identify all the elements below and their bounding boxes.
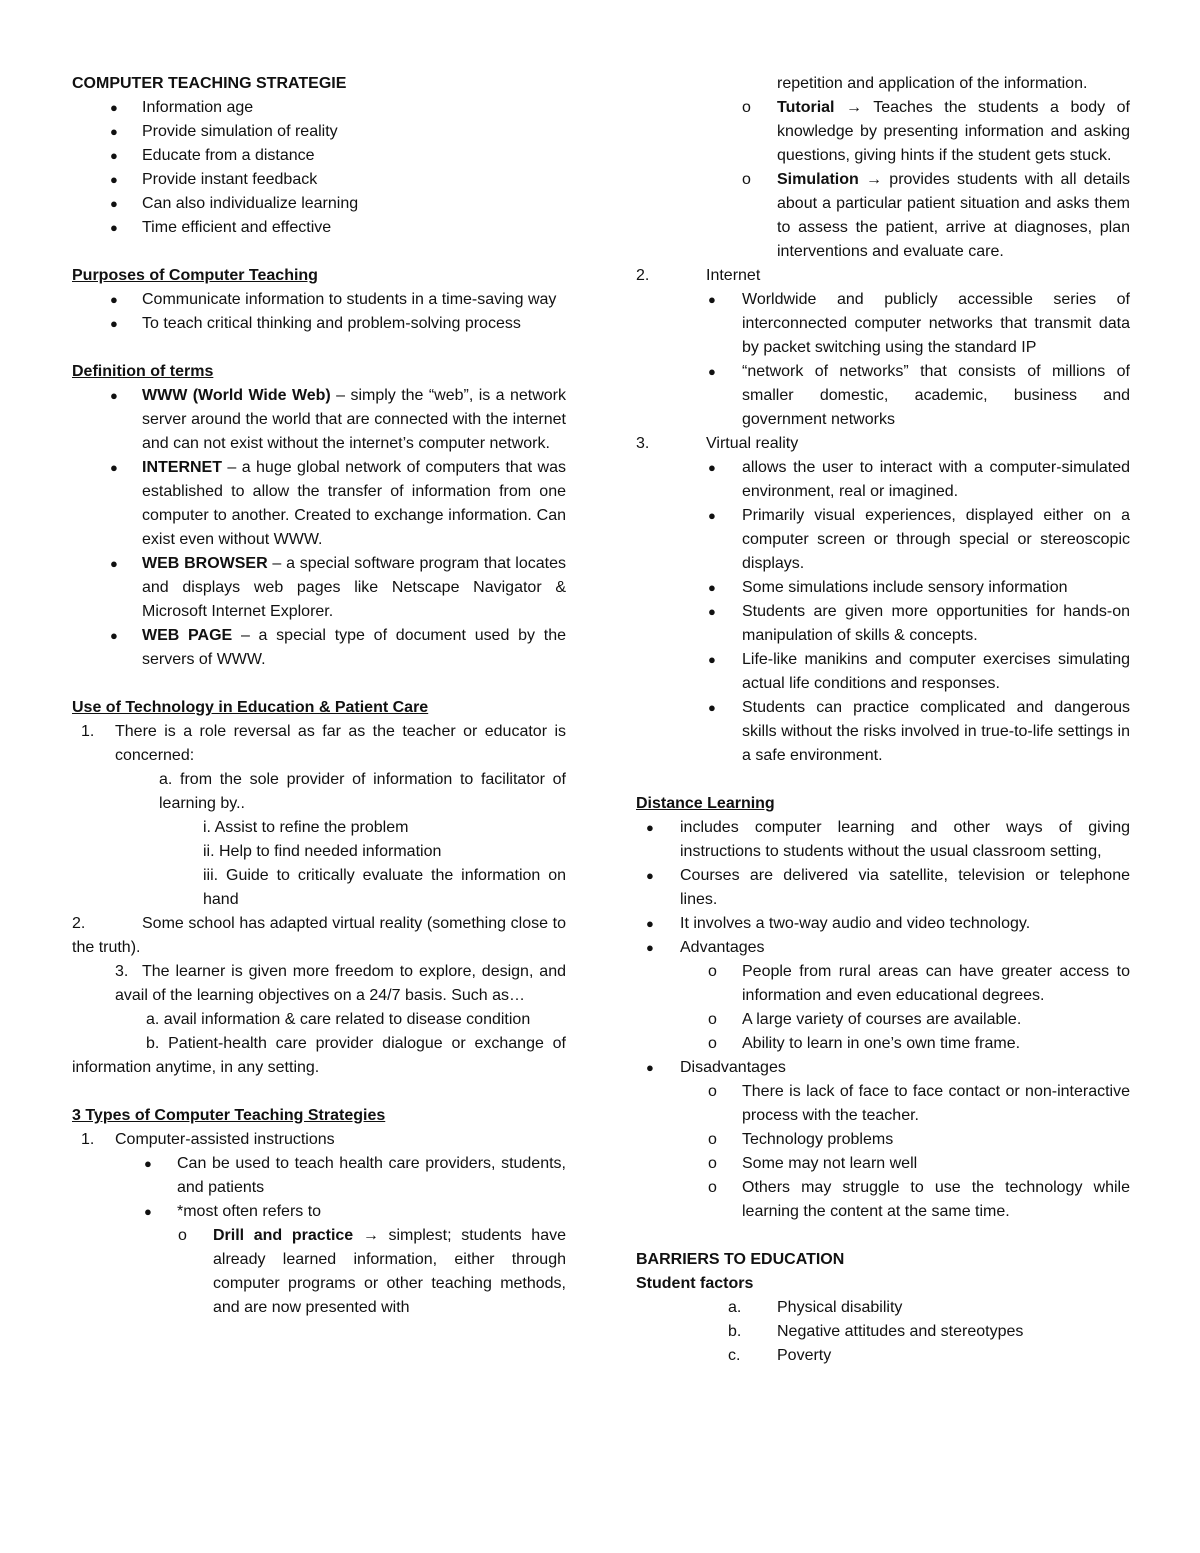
list-item — [72, 1200, 566, 1224]
bullet-icon: ● — [110, 172, 118, 187]
section-heading-purposes: Purposes of Computer Teaching — [72, 267, 318, 284]
list-item-text: Life-like manikins and computer exercises simulating actual life conditions and responses. — [742, 651, 1130, 692]
item-number: 3. — [636, 435, 650, 452]
bullet-icon: ● — [110, 460, 118, 475]
sub-list-item-text: A large variety of courses are available. — [742, 1011, 1022, 1028]
strategy-term: Tutorial — [777, 99, 835, 116]
bullet-icon: ● — [646, 916, 654, 931]
definition-item — [72, 384, 566, 456]
right-column — [636, 72, 1130, 1368]
list-item-text: Provide simulation of reality — [142, 123, 338, 140]
strategy-term: Simulation — [777, 171, 859, 188]
numbered-item-text: Computer-assisted instructions — [115, 1131, 335, 1148]
list-item-text: Information age — [142, 99, 254, 116]
list-item — [636, 1056, 1130, 1080]
list-item-text: Some simulations include sensory information — [742, 579, 1068, 596]
list-item-text: *most often refers to — [177, 1203, 322, 1220]
bullet-icon: ● — [646, 820, 654, 835]
definition-text: – a special software program that locates and displays web pages like Netscape Navigator & Microsoft Internet Explorer. — [142, 555, 567, 620]
list-item — [72, 312, 566, 336]
list-item-text: Students are given more opportunities for hands-on manipulation of skills & concepts. — [742, 603, 1130, 644]
item-letter: a. — [728, 1299, 742, 1316]
numbered-item — [636, 432, 1130, 456]
definition-item — [72, 552, 566, 624]
definition-item — [72, 624, 566, 672]
bullet-icon: ● — [708, 580, 716, 595]
list-item — [72, 144, 566, 168]
list-item — [636, 504, 1130, 576]
list-item — [72, 192, 566, 216]
sub-list-item — [636, 1176, 1130, 1224]
definition-text: – a special type of document used by the servers of WWW. — [142, 627, 567, 668]
item-number: 3. — [115, 963, 129, 980]
circle-bullet-icon: o — [708, 1179, 717, 1196]
numbered-item-text: Internet — [706, 267, 761, 284]
subheading-student-factors: Student factors — [636, 1275, 754, 1292]
list-item — [636, 696, 1130, 768]
bullet-icon: ● — [110, 100, 118, 115]
list-item-text: “network of networks” that consists of millions of smaller domestic, academic, business and government networks — [742, 363, 1130, 428]
definition-term: WWW (World Wide Web) — [142, 387, 331, 404]
list-item — [72, 96, 566, 120]
bullet-icon: ● — [708, 364, 716, 379]
section-heading-three-types: 3 Types of Computer Teaching Strategies — [72, 1107, 386, 1124]
bullet-icon: ● — [708, 652, 716, 667]
definition-term: INTERNET — [142, 459, 222, 476]
item-number: 1. — [81, 723, 95, 740]
strategy-text: → provides students with all details about a particular patient situation and asks them to assess the patient, arrive at diagnoses, plan interventions and evaluate care. — [777, 171, 1130, 260]
list-item-text: Time efficient and effective — [142, 219, 332, 236]
definition-text: – simply the “web”, is a network server around the world that are connected with the internet and can not exist without the internet’s computer network. — [142, 387, 566, 452]
list-item — [636, 816, 1130, 864]
bullet-icon: ● — [110, 556, 118, 571]
left-column — [72, 72, 566, 1320]
numbered-item-text: Virtual reality — [706, 435, 799, 452]
lettered-item — [636, 1320, 1130, 1344]
list-item-text: Disadvantages — [680, 1059, 786, 1076]
list-item — [72, 1152, 566, 1200]
strategy-text: → Teaches the students a body of knowledge by presenting information and asking questions, giving hints if the student gets stuck. — [777, 99, 1130, 164]
list-item — [636, 936, 1130, 960]
list-item-text: Students can practice complicated and dangerous skills without the risks involved in true-to-life settings in a safe environment. — [742, 699, 1130, 764]
sub-list-item — [636, 1080, 1130, 1128]
bullet-icon: ● — [110, 196, 118, 211]
bullet-icon: ● — [708, 604, 716, 619]
circle-bullet-icon: o — [742, 99, 751, 116]
numbered-item — [72, 720, 566, 768]
list-item — [72, 288, 566, 312]
sub-list-item-text: Others may struggle to use the technology while learning the content at the same time. — [742, 1179, 1130, 1220]
bullet-icon: ● — [144, 1204, 152, 1219]
sub-list-item — [636, 960, 1130, 1008]
list-item-text: Primarily visual experiences, displayed either on a computer screen or through special or stereoscopic displays. — [742, 507, 1130, 572]
list-item-text: allows the user to interact with a computer-simulated environment, real or imagined. — [742, 459, 1130, 500]
numbered-item — [72, 960, 566, 1008]
circle-bullet-icon: o — [708, 1083, 717, 1100]
sub-item-text: a. from the sole provider of information to facilitator of learning by.. — [159, 771, 566, 812]
bullet-icon: ● — [110, 148, 118, 163]
lettered-item-text: Physical disability — [777, 1299, 903, 1316]
list-item — [636, 456, 1130, 504]
numbered-paragraph — [72, 912, 566, 960]
sub-list-item — [636, 96, 1130, 168]
circle-bullet-icon: o — [708, 1155, 717, 1172]
list-item — [636, 360, 1130, 432]
sub-list-item — [636, 1032, 1130, 1056]
section-heading-use-of-technology: Use of Technology in Education & Patient Care — [72, 699, 429, 716]
bullet-icon: ● — [110, 124, 118, 139]
list-item-text: It involves a two-way audio and video technology. — [680, 915, 1031, 932]
item-number: 2. — [636, 267, 650, 284]
numbered-item — [72, 1128, 566, 1152]
list-item — [636, 576, 1130, 600]
list-item-text: Educate from a distance — [142, 147, 315, 164]
roman-item: i. Assist to refine the problem — [203, 819, 409, 836]
circle-bullet-icon: o — [708, 963, 717, 980]
section-heading-barriers: BARRIERS TO EDUCATION — [636, 1251, 845, 1268]
sub-list-item-text: Technology problems — [742, 1131, 894, 1148]
bullet-icon: ● — [646, 940, 654, 955]
circle-bullet-icon: o — [742, 171, 751, 188]
list-item-text: To teach critical thinking and problem-solving process — [142, 315, 521, 332]
numbered-item-text: There is a role reversal as far as the teacher or educator is concerned: — [115, 723, 566, 764]
sub-list-item-text: People from rural areas can have greater access to information and even educational degrees. — [742, 963, 1130, 1004]
definition-text: – a huge global network of computers that was established to allow the transfer of information from one computer to another. Created to exchange information. Can exist even without WWW. — [142, 459, 566, 548]
bullet-icon: ● — [646, 868, 654, 883]
sub-item-text: b. Patient-health care provider dialogue or exchange of information anytime, in any setting. — [72, 1035, 566, 1076]
sub-list-item-text: Some may not learn well — [742, 1155, 918, 1172]
lettered-item-text: Negative attitudes and stereotypes — [777, 1323, 1024, 1340]
numbered-item-text: Some school has adapted virtual reality (something close to the truth). — [72, 915, 566, 956]
roman-item: iii. Guide to critically evaluate the information on hand — [203, 867, 566, 908]
bullet-icon: ● — [708, 460, 716, 475]
sub-list-item — [636, 1152, 1130, 1176]
definition-term: WEB PAGE — [142, 627, 233, 644]
list-item-text: includes computer learning and other ways of giving instructions to students without the usual classroom setting, — [680, 819, 1130, 860]
circle-bullet-icon: o — [708, 1131, 717, 1148]
sub-item-text: a. avail information & care related to disease condition — [146, 1011, 531, 1028]
lettered-item-text: Poverty — [777, 1347, 832, 1364]
sub-list-item-text: Ability to learn in one’s own time frame. — [742, 1035, 1021, 1052]
list-item — [636, 288, 1130, 360]
list-item — [72, 216, 566, 240]
list-item-text: Worldwide and publicly accessible series of interconnected computer networks that transmit data by packet switching using the standard IP — [742, 291, 1130, 356]
list-item-text: Can also individualize learning — [142, 195, 359, 212]
bullet-icon: ● — [708, 292, 716, 307]
lettered-item — [636, 1296, 1130, 1320]
sub-list-item — [72, 1224, 566, 1320]
sub-list-item — [636, 168, 1130, 264]
bullet-icon: ● — [708, 508, 716, 523]
circle-bullet-icon: o — [178, 1227, 187, 1244]
strategy-text: → simplest; students have already learned information, either through computer programs or other teaching methods, and are now presented with — [213, 1227, 566, 1316]
bullet-icon: ● — [110, 316, 118, 331]
section-heading-distance-learning: Distance Learning — [636, 795, 775, 812]
bullet-icon: ● — [708, 700, 716, 715]
sub-list-item — [636, 1008, 1130, 1032]
definition-term: WEB BROWSER — [142, 555, 268, 572]
item-number: 1. — [81, 1131, 95, 1148]
circle-bullet-icon: o — [708, 1011, 717, 1028]
page-title: COMPUTER TEACHING STRATEGIE — [72, 75, 347, 92]
list-item-text: Communicate information to students in a time-saving way — [142, 291, 557, 308]
continued-text: repetition and application of the information. — [777, 75, 1088, 92]
list-item-text: Can be used to teach health care providers, students, and patients — [177, 1155, 566, 1196]
list-item — [636, 864, 1130, 912]
numbered-item — [636, 264, 1130, 288]
numbered-item-text: The learner is given more freedom to explore, design, and avail of the learning objectives on a 24/7 basis. Such as… — [115, 963, 566, 1004]
list-item-text: Courses are delivered via satellite, television or telephone lines. — [680, 867, 1130, 908]
bullet-icon: ● — [646, 1060, 654, 1075]
section-heading-definitions: Definition of terms — [72, 363, 214, 380]
bullet-icon: ● — [110, 628, 118, 643]
strategy-term: Drill and practice — [213, 1227, 354, 1244]
item-letter: c. — [728, 1347, 741, 1364]
roman-item: ii. Help to find needed information — [203, 843, 442, 860]
circle-bullet-icon: o — [708, 1035, 717, 1052]
bullet-icon: ● — [110, 220, 118, 235]
bullet-icon: ● — [110, 388, 118, 403]
list-item — [72, 168, 566, 192]
item-number: 2. — [72, 915, 86, 932]
definition-item — [72, 456, 566, 552]
list-item — [636, 600, 1130, 648]
list-item-text: Provide instant feedback — [142, 171, 318, 188]
item-letter: b. — [728, 1323, 742, 1340]
bullet-icon: ● — [110, 292, 118, 307]
list-item — [72, 120, 566, 144]
sub-list-item — [636, 1128, 1130, 1152]
list-item-text: Advantages — [680, 939, 765, 956]
lettered-item — [636, 1344, 1130, 1368]
bullet-icon: ● — [144, 1156, 152, 1171]
list-item — [636, 912, 1130, 936]
list-item — [636, 648, 1130, 696]
sub-list-item-text: There is lack of face to face contact or non-interactive process with the teacher. — [742, 1083, 1130, 1124]
